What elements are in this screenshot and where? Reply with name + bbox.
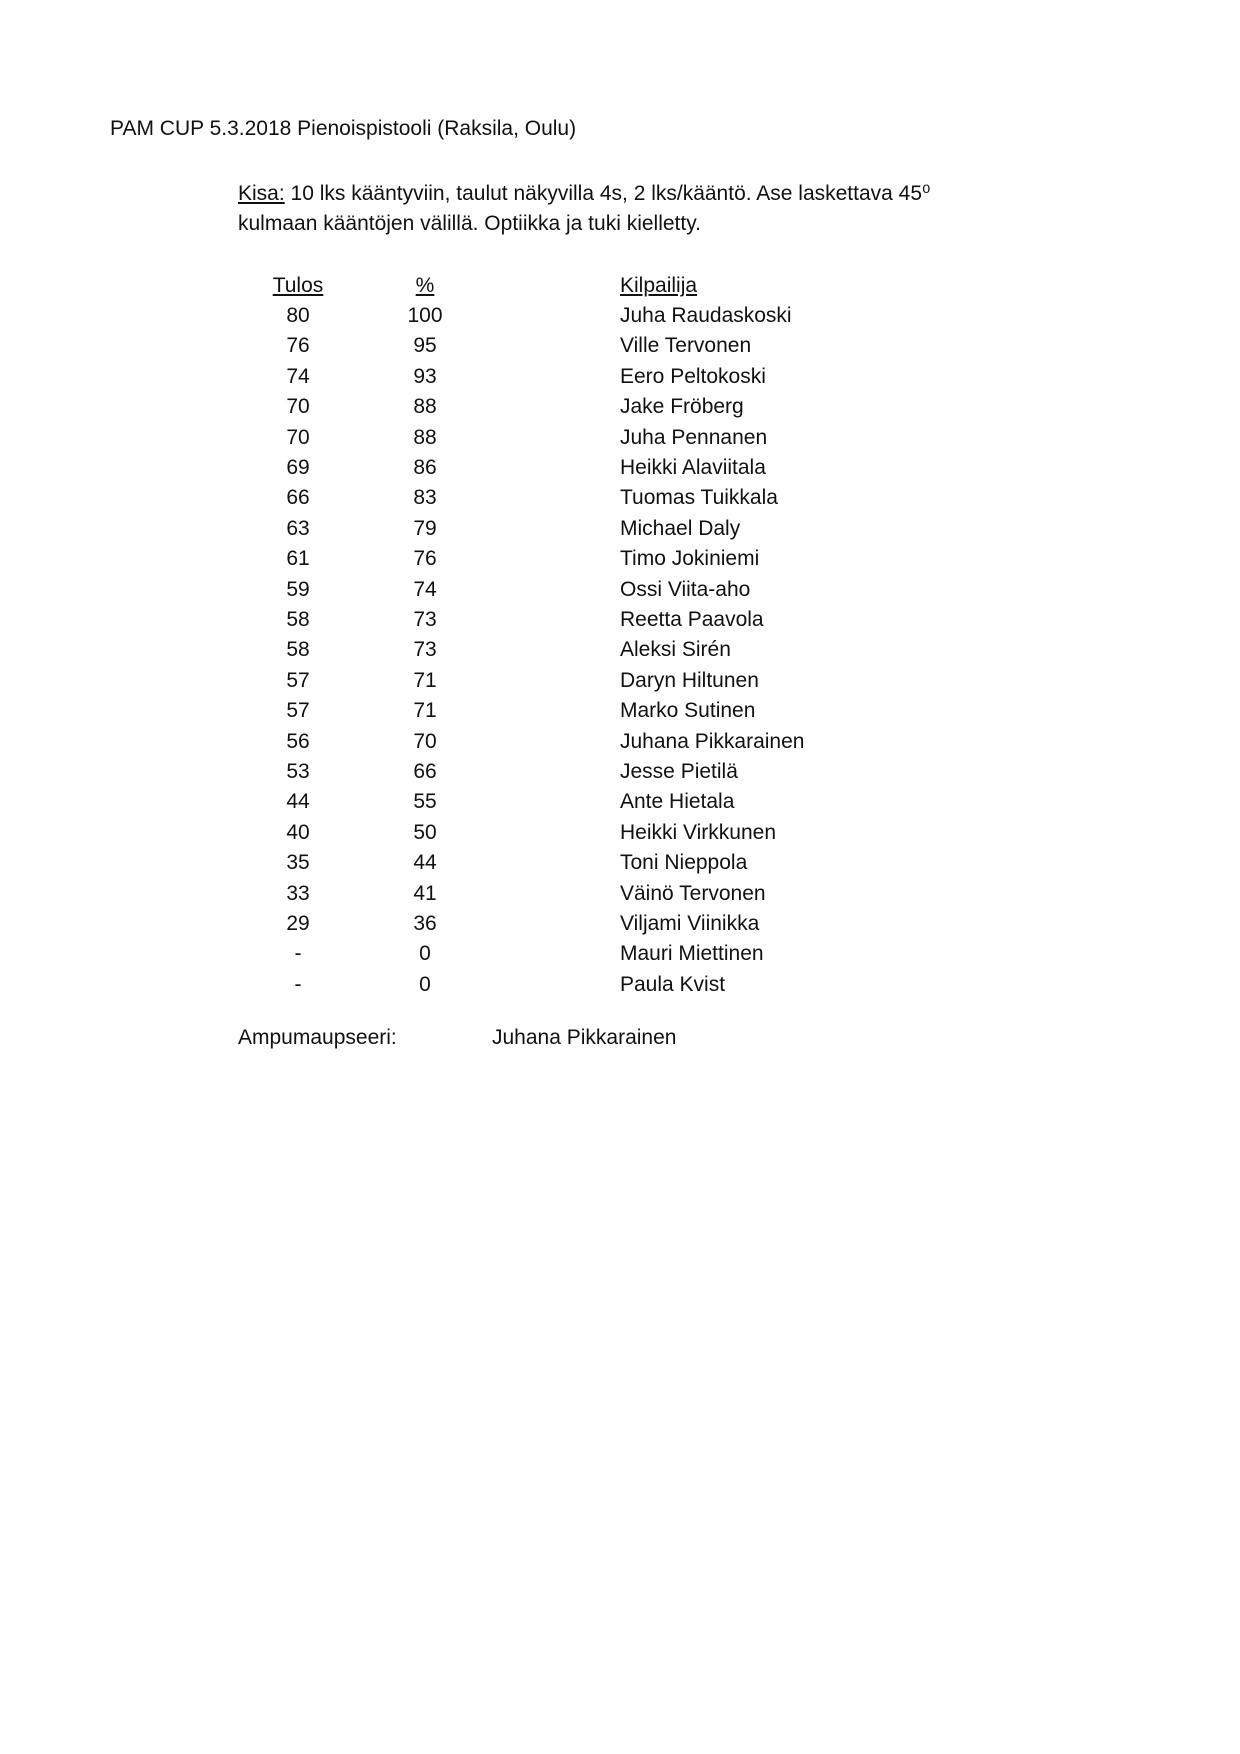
- competitor-cell: Tuomas Tuikkala: [620, 486, 778, 510]
- score-cell: 59: [286, 577, 310, 601]
- competitor-cell: Juha Pennanen: [620, 425, 768, 449]
- percent-cell: 55: [413, 790, 437, 814]
- score-cell: 70: [286, 395, 310, 419]
- spacer-cell: [492, 787, 620, 817]
- table-row: [238, 483, 920, 513]
- score-cell: 40: [286, 820, 310, 844]
- percent-cell: 73: [413, 607, 437, 631]
- results-header-row: [238, 270, 920, 300]
- spacer-cell: [492, 604, 620, 634]
- table-row: [238, 392, 920, 422]
- percent-cell: 74: [413, 577, 437, 601]
- page-title: PAM CUP 5.3.2018 Pienoispistooli (Raksila, Oulu): [110, 117, 577, 140]
- score-cell: 29: [286, 911, 310, 935]
- percent-cell: 86: [413, 456, 437, 480]
- spacer-cell: [492, 726, 620, 756]
- spacer-cell: [492, 635, 620, 665]
- competitor-cell: Ville Tervonen: [620, 334, 752, 358]
- table-row: [238, 544, 920, 574]
- spacer-cell: [492, 422, 620, 452]
- spacer-cell: [492, 300, 620, 330]
- competitor-cell: Ante Hietala: [620, 790, 735, 814]
- percent-cell: 71: [413, 699, 437, 723]
- score-cell: 58: [286, 607, 310, 631]
- competitor-cell: Jesse Pietilä: [620, 759, 738, 783]
- table-row: [238, 574, 920, 604]
- score-cell: 33: [286, 881, 310, 905]
- competitor-cell: Ossi Viita-aho: [620, 577, 751, 601]
- score-cell: 56: [286, 729, 310, 753]
- table-row: [238, 422, 920, 452]
- percent-cell: 100: [407, 304, 443, 328]
- competitor-cell: Timo Jokiniemi: [620, 547, 760, 571]
- percent-cell: 41: [413, 881, 437, 905]
- description-text-2: kulmaan kääntöjen välillä. Optiikka ja tuki kielletty.: [238, 212, 701, 235]
- table-row: [238, 787, 920, 817]
- spacer-cell: [492, 331, 620, 361]
- spacer-cell: [492, 392, 620, 422]
- table-row: [238, 513, 920, 543]
- spacer-cell: [492, 817, 620, 847]
- table-row: [238, 665, 920, 695]
- range-officer-label: Ampumaupseeri:: [238, 1026, 397, 1049]
- competitor-cell: Viljami Viinikka: [620, 911, 760, 935]
- description-text-1: 10 lks kääntyviin, taulut näkyvilla 4s, 2 lks/kääntö. Ase laskettava 45⁰: [284, 182, 931, 205]
- table-row: [238, 908, 920, 938]
- percent-cell: 88: [413, 425, 437, 449]
- competitor-cell: Aleksi Sirén: [620, 638, 731, 662]
- percent-cell: 71: [413, 668, 437, 692]
- score-cell: 66: [286, 486, 310, 510]
- competition-description: [238, 179, 998, 239]
- score-cell: 80: [286, 304, 310, 328]
- score-cell: 58: [286, 638, 310, 662]
- percent-cell: 93: [413, 364, 437, 388]
- header-competitor: Kilpailija: [620, 273, 698, 297]
- competitor-cell: Väinö Tervonen: [620, 881, 766, 905]
- table-row: [238, 452, 920, 482]
- spacer-cell: [492, 544, 620, 574]
- percent-cell: 95: [413, 334, 437, 358]
- score-cell: 57: [286, 699, 310, 723]
- spacer-cell: [492, 483, 620, 513]
- percent-cell: 50: [413, 820, 437, 844]
- score-cell: 69: [286, 456, 310, 480]
- competitor-cell: Juhana Pikkarainen: [620, 729, 805, 753]
- table-row: [238, 878, 920, 908]
- spacer-cell: [492, 939, 620, 969]
- spacer-cell: [492, 361, 620, 391]
- competitor-cell: Heikki Virkkunen: [620, 820, 777, 844]
- table-row: [238, 726, 920, 756]
- spacer-cell: [492, 756, 620, 786]
- percent-cell: 36: [413, 911, 437, 935]
- score-cell: -: [294, 942, 302, 966]
- header-spacer: [492, 270, 620, 300]
- table-row: [238, 817, 920, 847]
- percent-cell: 66: [413, 759, 437, 783]
- score-cell: 70: [286, 425, 310, 449]
- range-officer: [238, 1027, 676, 1048]
- percent-cell: 0: [419, 972, 431, 996]
- competitor-cell: Michael Daly: [620, 516, 741, 540]
- percent-cell: 88: [413, 395, 437, 419]
- table-row: [238, 939, 920, 969]
- score-cell: -: [294, 972, 302, 996]
- percent-cell: 44: [413, 851, 437, 875]
- description-label: Kisa:: [238, 182, 285, 205]
- header-score: Tulos: [272, 273, 324, 297]
- table-row: [238, 300, 920, 330]
- score-cell: 53: [286, 759, 310, 783]
- table-row: [238, 361, 920, 391]
- percent-cell: 0: [419, 942, 431, 966]
- spacer-cell: [492, 665, 620, 695]
- results-table: [238, 270, 920, 999]
- percent-cell: 83: [413, 486, 437, 510]
- competitor-cell: Heikki Alaviitala: [620, 456, 766, 480]
- spacer-cell: [492, 452, 620, 482]
- header-percent: %: [415, 273, 435, 297]
- competitor-cell: Mauri Miettinen: [620, 942, 764, 966]
- spacer-cell: [492, 695, 620, 725]
- table-row: [238, 331, 920, 361]
- spacer-cell: [492, 878, 620, 908]
- score-cell: 44: [286, 790, 310, 814]
- score-cell: 76: [286, 334, 310, 358]
- spacer-cell: [492, 847, 620, 877]
- spacer-cell: [492, 908, 620, 938]
- percent-cell: 70: [413, 729, 437, 753]
- table-row: [238, 695, 920, 725]
- table-row: [238, 635, 920, 665]
- score-cell: 57: [286, 668, 310, 692]
- results-body: [238, 300, 920, 999]
- percent-cell: 76: [413, 547, 437, 571]
- spacer-cell: [492, 969, 620, 999]
- score-cell: 61: [286, 547, 310, 571]
- range-officer-name: Juhana Pikkarainen: [492, 1026, 677, 1049]
- table-row: [238, 847, 920, 877]
- competitor-cell: Daryn Hiltunen: [620, 668, 759, 692]
- score-cell: 63: [286, 516, 310, 540]
- spacer-cell: [492, 574, 620, 604]
- table-row: [238, 969, 920, 999]
- competitor-cell: Jake Fröberg: [620, 395, 744, 419]
- competitor-cell: Reetta Paavola: [620, 607, 764, 631]
- competitor-cell: Juha Raudaskoski: [620, 304, 792, 328]
- competitor-cell: Marko Sutinen: [620, 699, 756, 723]
- description-line-1: [238, 179, 998, 209]
- table-row: [238, 756, 920, 786]
- percent-cell: 79: [413, 516, 437, 540]
- competitor-cell: Eero Peltokoski: [620, 364, 766, 388]
- spacer-cell: [492, 513, 620, 543]
- table-row: [238, 604, 920, 634]
- score-cell: 35: [286, 851, 310, 875]
- percent-cell: 73: [413, 638, 437, 662]
- competitor-cell: Toni Nieppola: [620, 851, 748, 875]
- competitor-cell: Paula Kvist: [620, 972, 726, 996]
- score-cell: 74: [286, 364, 310, 388]
